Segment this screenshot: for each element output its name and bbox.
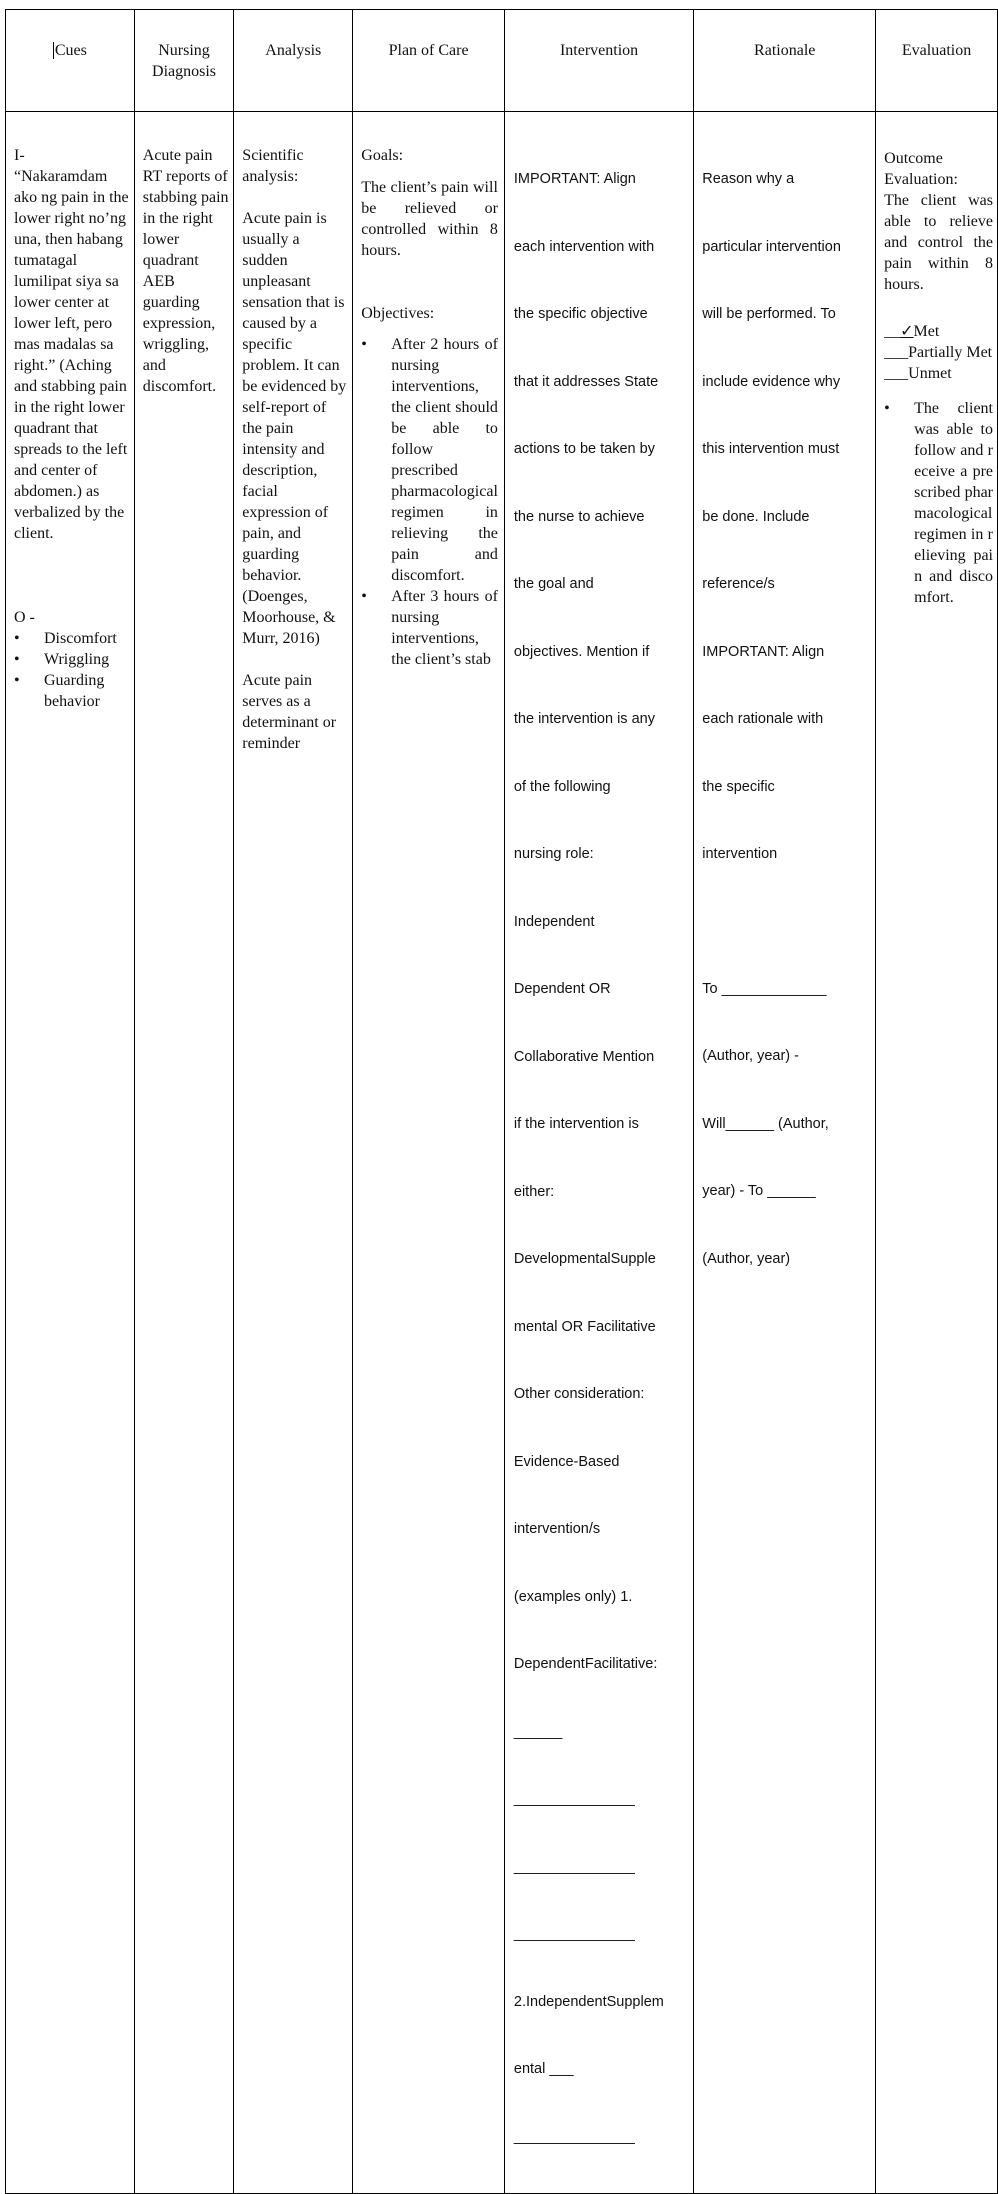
rationale-line: Reason why a [702,171,795,187]
intervention-line: of the following [513,778,611,795]
status-partially-met: ___Partially Met [884,344,993,361]
intervention-line: that it addresses State [513,373,659,390]
intervention-line: objectives. Mention if [513,643,650,660]
intervention-line: ______ [513,1723,563,1740]
rationale-line: (Author, year) - [702,1048,799,1064]
intervention-line: either: [513,1183,555,1200]
intervention-line: the intervention is any [513,711,655,727]
header-intervention: Intervention [504,10,693,112]
goals-text: The client’s pain will be relieved or controlled within 8 hours. [361,179,498,259]
subjective-cue-label: I- [14,147,25,164]
goals-label: Goals: [361,147,404,164]
status-unmet: ___Unmet [884,365,952,382]
rationale-line: be done. Include [702,508,810,525]
nursing-care-plan-table [5,9,998,2194]
rationale-line: To _____________ [702,980,827,997]
intervention-line: each intervention with [513,238,655,255]
status-met [884,320,993,342]
rationale-line: Will______ (Author, [702,1115,829,1132]
analysis-paragraph-2: Acute pain serves as a determinant or reminder [242,672,337,752]
check-icon: ✓ [900,321,914,340]
analysis-heading: Scientific analysis: [242,147,304,185]
rationale-text [694,112,875,1315]
content-row [6,112,998,2194]
intervention-line: the nurse to achieve [513,508,645,525]
cell-plan-of-care [353,112,505,2194]
intervention-line: nursing role: [513,846,594,862]
met-label: Met [913,323,940,340]
header-analysis: Analysis [234,10,353,112]
analysis-paragraph: Acute pain is usually a sudden unpleasant sensation that is caused by a specific problem. It can be evidenced by self-report of the pain intensity and description, facial expression of pain, and guarding behavior. (Doenges, Moorhouse, & Murr, 2016) [242,210,347,647]
rationale-line: intervention [702,846,778,862]
subjective-cue-text: “Nakaramdam ako ng pain in the lower right no’ng una, then habang tumatagal lumilipat siya sa lower center at lower left, pero mas madalas sa right.” (Aching and stabbing pain in the right lower quadrant that spreads to the left and center of abdomen.) as verbalized by the client. [14,168,129,542]
rationale-line: will be performed. To [702,306,836,322]
rationale-line: IMPORTANT: Align [702,643,825,660]
cell-cues [6,112,135,2194]
objectives-label: Objectives: [361,305,435,322]
intervention-line: Evidence-Based [513,1453,620,1470]
intervention-line: DependentFacilitative: [513,1656,658,1672]
cell-intervention [504,112,693,2194]
intervention-line: IMPORTANT: Align [513,171,636,187]
intervention-line: Other consideration: [513,1386,645,1402]
rationale-blank-line [702,911,871,933]
intervention-line: _______________ [513,1791,635,1807]
diagnosis-text: Acute pain RT reports of stabbing pain in the right lower quadrant AEB guarding expression, wriggling, and discomfort. [142,147,229,395]
list-item: • Guarding behavior [14,670,129,712]
intervention-line: mental OR Facilitative [513,1318,656,1335]
cell-nursing-diagnosis [134,112,234,2194]
header-cues-label: Cues [54,42,87,59]
intervention-line: Collaborative Mention [513,1048,655,1065]
rationale-line: particular intervention [702,238,841,255]
header-rationale: Rationale [694,10,876,112]
intervention-line: the goal and [513,576,594,592]
met-blank: __ [884,323,901,340]
intervention-line: (examples only) 1. [513,1588,633,1605]
rationale-line: include evidence why [702,373,841,390]
cell-rationale [694,112,876,2194]
intervention-line: 2.IndependentSupplem [513,1993,664,2010]
intervention-line: Independent [513,913,595,930]
rationale-line: the specific [702,778,775,795]
rationale-line: this intervention must [702,441,840,457]
rationale-line: reference/s [702,576,775,592]
rationale-line: each rationale with [702,711,824,727]
header-nursing-diagnosis: Nursing Diagnosis [134,10,234,112]
intervention-line: actions to be taken by [513,441,655,457]
objectives-list [361,334,498,670]
rationale-line: (Author, year) [702,1250,791,1267]
intervention-line: ental ___ [513,2061,574,2077]
text-cursor [53,42,54,59]
list-item: • Discomfort [14,628,129,649]
intervention-text [505,112,693,2193]
objective-cue-list [14,628,129,712]
cell-evaluation [876,112,998,2194]
list-item: • The client was able to follow and receive a prescribed pharmacological regimen in relieving pain and discomfort. [884,398,993,608]
objective-cue-label: O - [14,609,35,626]
header-evaluation: Evaluation [876,10,998,112]
evaluation-bullets [884,398,993,608]
header-row [6,10,998,112]
intervention-line: intervention/s [513,1521,601,1537]
outcome-evaluation-label: Outcome Evaluation: [884,150,958,188]
intervention-line: if the intervention is [513,1116,639,1132]
intervention-line: DevelopmentalSupple [513,1251,656,1267]
intervention-line: the specific objective [513,306,648,322]
list-item: • After 2 hours of nursing interventions, the client should be able to follow prescribed pharmacological regimen in relieving the pain and discomfort. [361,334,498,586]
outcome-evaluation-text: The client was able to relieve and control the pain within 8 hours. [884,192,993,293]
header-cues [6,10,135,112]
cell-analysis [234,112,353,2194]
list-item: • Wriggling [14,649,129,670]
list-item: • After 3 hours of nursing interventions, the client’s stab [361,586,498,670]
header-plan-of-care: Plan of Care [353,10,505,112]
intervention-line: _______________ [513,1926,635,1942]
intervention-line: Dependent OR [513,981,611,997]
rationale-line: year) - To ______ [702,1183,816,1199]
intervention-line: _______________ [513,1858,635,1875]
intervention-line: _______________ [513,2128,635,2145]
